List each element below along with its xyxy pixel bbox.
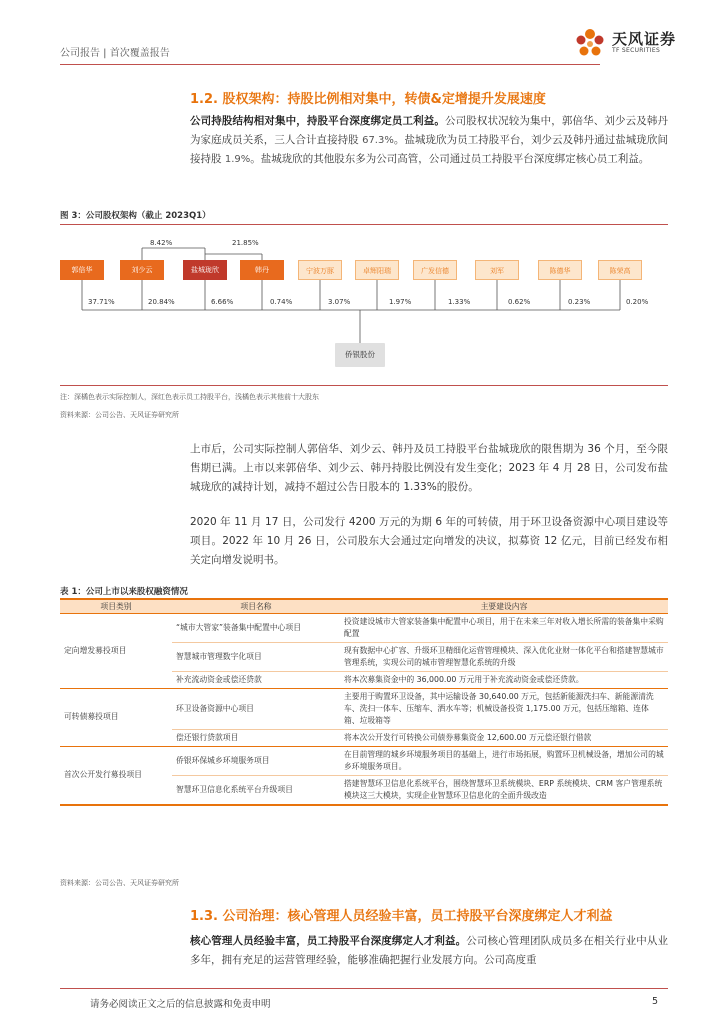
figure-bottom-rule <box>60 385 668 386</box>
holding-pct: 0.74% <box>270 298 293 306</box>
footer-divider <box>60 988 668 989</box>
indirect-pct-a: 8.42% <box>150 239 173 247</box>
paragraph-lead: 核心管理人员经验丰富，员工持股平台深度绑定人才利益。 <box>190 935 467 947</box>
project-name-cell: 侨银环保城乡环境服务项目 <box>172 746 340 775</box>
project-content-cell: 现有数据中心扩容、升级环卫精细化运营管理模块、深入优化业财一体化平台和搭建智慧城市管理系统，实现公司的城市管理智慧化系统的升级 <box>340 642 668 671</box>
shareholder-box: 卓辉阳瑞 <box>355 260 399 280</box>
ownership-connectors <box>0 0 724 400</box>
page-number: 5 <box>652 996 659 1007</box>
project-content-cell: 在目前管理的城乡环境服务项目的基础上，进行市场拓展，购置环卫机械设备，增加公司的城乡环境服务项目。 <box>340 746 668 775</box>
shareholder-box: 广发信德 <box>413 260 457 280</box>
table-header-row <box>60 600 668 613</box>
column-header: 项目名称 <box>172 600 340 613</box>
shareholder-box: 刘少云 <box>120 260 164 280</box>
indirect-pct-b: 21.85% <box>232 239 259 247</box>
holding-pct: 1.97% <box>389 298 412 306</box>
figure-source: 资料来源：公司公告、天风证券研究所 <box>60 411 179 419</box>
disclaimer-link[interactable]: 请务必阅读正文之后的信息披露和免责申明 <box>90 999 271 1010</box>
column-header: 主要建设内容 <box>340 600 668 613</box>
pct-value: 67.3% <box>362 135 394 146</box>
project-name-cell: 补充流动资金或偿还贷款 <box>172 671 340 688</box>
project-content-cell: 搭建智慧环卫信息化系统平台，围绕智慧环卫系统模块、ERP 系统模块、CRM 客户管理系统模块这三大模块，实现企业智慧环卫信息化的全面升级改造 <box>340 775 668 805</box>
holding-pct: 37.71% <box>88 298 115 306</box>
holding-pct: 20.84% <box>148 298 175 306</box>
project-name-cell: 偿还银行贷款项目 <box>172 729 340 746</box>
table-row <box>60 613 668 642</box>
project-name-cell: 智慧环卫信息化系统平台升级项目 <box>172 775 340 805</box>
shareholder-box: 陈荣高 <box>598 260 642 280</box>
section-title-1-3: 1.3. 公司治理：核心管理人员经验丰富，员工持股平台深度绑定人才利益 <box>190 909 613 924</box>
figure-title: 图 3：公司股权架构（截止 2023Q1） <box>60 211 211 221</box>
report-type: 公司报告 | 首次覆盖报告 <box>60 48 170 59</box>
figure-note: 注：深橘色表示实际控制人，深红色表示员工持股平台，浅橘色表示其他前十大股东 <box>60 393 319 401</box>
project-name-cell: 环卫设备资源中心项目 <box>172 688 340 729</box>
shareholder-box: 刘军 <box>475 260 519 280</box>
project-name-cell: 智慧城市管理数字化项目 <box>172 642 340 671</box>
paragraph-text: 公司核心管理团队成员多在相关行业中从业多年，拥有充足的运营管理经验，能够准确把握行业发展方向。公司高度重 <box>190 935 668 966</box>
project-content-cell: 投资建设城市大管家装备集中配置中心项目，用于在未来三年对收入增长所需的装备集中采购配置 <box>340 613 668 642</box>
paragraph-lockup: 上市后，公司实际控制人郭倍华、刘少云、韩丹及员工持股平台盐城珑欣的限售期为 36 个月，至今限售期已满。上市以来郭倍华、刘少云、韩丹持股比例没有发生变化；2023 年 4 月 28 日，公司发布盐城珑欣的减持计划，减持不超过公告日股本的 1.33%的股份。 <box>190 443 668 493</box>
paragraph-text: 公司股权状况较为集中，郭倍华、刘少云及韩丹为家庭成员关系，三人合计直接持股 <box>190 115 668 146</box>
section-title-1-2: 1.2. 股权架构：持股比例相对集中，转债&定增提升发展速度 <box>190 92 546 107</box>
holding-pct: 0.23% <box>568 298 591 306</box>
paragraph-financing: 2020 年 11 月 17 日，公司发行 4200 万元的为期 6 年的可转债，用于环卫设备资源中心项目建设等项目。2022 年 10 月 26 日，公司股东大会通过定向增发的决议，拟募资 12 亿元，目前已经发布相关定向增发说明书。 <box>190 516 668 566</box>
paragraph-governance <box>190 932 668 970</box>
company-box: 侨银股份 <box>335 343 385 367</box>
shareholder-box: 郭倍华 <box>60 260 104 280</box>
paragraph-text: 。盐城珑欣的其他股东多为公司高管，公司通过员工持股平台深度绑定核心员工利益。 <box>250 153 650 165</box>
table-source: 资料来源：公司公告、天风证券研究所 <box>60 879 179 887</box>
shareholder-box: 韩丹 <box>240 260 284 280</box>
logo-subtitle: TF SECURITIES <box>612 47 661 54</box>
table-row <box>60 746 668 775</box>
project-content-cell: 将本次募集资金中的 36,000.00 万元用于补充流动资金或偿还贷款。 <box>340 671 668 688</box>
shareholder-box: 宁波万豚 <box>298 260 342 280</box>
holding-pct: 0.20% <box>626 298 649 306</box>
holding-pct: 0.62% <box>508 298 531 306</box>
pct-value: 1.9% <box>224 154 251 165</box>
shareholder-box: 陈德华 <box>538 260 582 280</box>
category-cell: 首次公开发行募投项目 <box>60 746 172 805</box>
table-row <box>60 688 668 729</box>
project-name-cell: “城市大管家”装备集中配置中心项目 <box>172 613 340 642</box>
table-title: 表 1：公司上市以来股权融资情况 <box>60 587 188 597</box>
category-cell: 定向增发募投项目 <box>60 613 172 688</box>
category-cell: 可转债募投项目 <box>60 688 172 746</box>
financing-table <box>60 600 668 806</box>
column-header: 项目类别 <box>60 600 172 613</box>
paragraph-text: 。盐城珑欣为员工持股平台，刘少云及韩丹通过盐城珑欣间接持股 <box>190 134 668 165</box>
holding-pct: 3.07% <box>328 298 351 306</box>
project-content-cell: 将本次公开发行可转换公司债券募集资金 12,600.00 万元偿还银行借款 <box>340 729 668 746</box>
holding-pct: 6.66% <box>211 298 234 306</box>
holding-pct: 1.33% <box>448 298 471 306</box>
shareholder-box: 盐城珑欣 <box>183 260 227 280</box>
logo-name: 天风证券 <box>612 30 677 48</box>
project-content-cell: 主要用于购置环卫设备，其中运输设备 30,640.00 万元，包括新能源洗扫车、新能源清洗车、洗扫一体车、压缩车、洒水车等；机械设备投资 1,175.00 万元，包括压缩箱、连体箱、垃圾箱等 <box>340 688 668 729</box>
paragraph-lead: 公司持股结构相对集中，持股平台深度绑定员工利益。 <box>190 115 445 127</box>
